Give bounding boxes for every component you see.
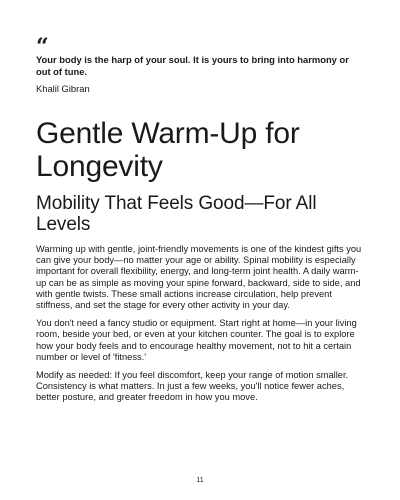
quote-mark-icon: “	[36, 34, 49, 60]
page-subtitle: Mobility That Feels Good—For All Levels	[36, 193, 317, 235]
body-paragraph-2: You don't need a fancy studio or equipment. Start right at home—in your living room, beside your bed, or even at your kitchen counter. The goal is to explore how your body feels and to encourage healthy movement, not to hit a certain number or level of 'fitness.'	[36, 318, 357, 362]
page-content	[36, 34, 366, 404]
quote-text: Your body is the harp of your soul. It is yours to bring into harmony or out of tune.	[36, 54, 349, 77]
body-paragraph-1: Warming up with gentle, joint-friendly movements is one of the kindest gifts you can give your body—no matter your age or ability. Spinal mobility is especially important for overall flexibility, energy, and long-term joint health. A daily warm-up can be as simple as moving your spine forward, backward, side to side, and with gentle twists. These small actions increase circulation, help prevent stiffness, and set the stage for every other activity in your day.	[36, 244, 362, 311]
page-number: 11	[196, 477, 204, 484]
quote-author: Khalil Gibran	[36, 83, 90, 94]
page-title: Gentle Warm-Up for Longevity	[36, 117, 300, 183]
body-paragraph-3: Modify as needed: If you feel discomfort, keep your range of motion smaller. Consistency is what matters. In just a few weeks, you'll notice fewer aches, better posture, and greater freedom in how you move.	[36, 370, 349, 403]
